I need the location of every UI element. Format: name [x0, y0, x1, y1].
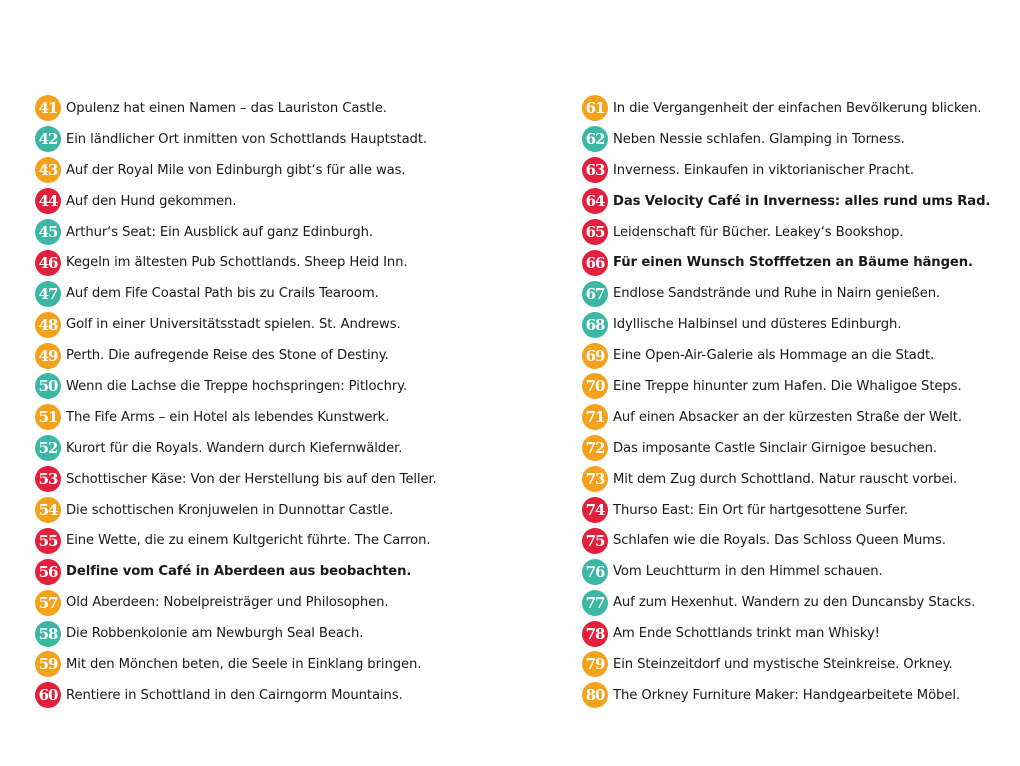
list-item	[582, 433, 1012, 464]
list-item	[582, 124, 1012, 155]
number-badge: 42	[35, 126, 61, 152]
list-item	[35, 340, 505, 371]
entry-title: Am Ende Schottlands trinkt man Whisky!	[613, 626, 880, 642]
list-item	[582, 309, 1012, 340]
list-item	[582, 587, 1012, 618]
number-badge: 54	[35, 497, 61, 523]
list-item	[582, 525, 1012, 556]
number-badge: 76	[582, 559, 608, 585]
entry-title: Opulenz hat einen Namen – das Lauriston Castle.	[66, 100, 387, 116]
list-item	[582, 556, 1012, 587]
number-badge: 71	[582, 404, 608, 430]
list-item	[35, 309, 505, 340]
entry-title: Mit den Mönchen beten, die Seele in Einklang bringen.	[66, 656, 422, 672]
entry-title: Eine Wette, die zu einem Kultgericht führte. The Carron.	[66, 533, 431, 549]
entry-title: Schottischer Käse: Von der Herstellung bis auf den Teller.	[66, 471, 437, 487]
number-badge: 63	[582, 157, 608, 183]
number-badge: 44	[35, 188, 61, 214]
entry-title: Wenn die Lachse die Treppe hochspringen: Pitlochry.	[66, 378, 408, 394]
number-badge: 69	[582, 343, 608, 369]
number-badge: 48	[35, 312, 61, 338]
number-badge: 70	[582, 373, 608, 399]
list-item	[582, 649, 1012, 680]
list-item	[582, 371, 1012, 402]
list-item	[35, 525, 505, 556]
list-item	[582, 402, 1012, 433]
number-badge: 53	[35, 466, 61, 492]
list-item	[582, 186, 1012, 217]
list-item	[35, 247, 505, 278]
number-badge: 51	[35, 404, 61, 430]
number-badge: 79	[582, 651, 608, 677]
number-badge: 57	[35, 590, 61, 616]
entry-title: Kurort für die Royals. Wandern durch Kiefernwälder.	[66, 440, 403, 456]
entry-title: The Orkney Furniture Maker: Handgearbeitete Möbel.	[613, 687, 960, 703]
number-badge: 52	[35, 435, 61, 461]
list-item	[35, 464, 505, 495]
number-badge: 66	[582, 250, 608, 276]
list-item	[582, 217, 1012, 248]
number-badge: 58	[35, 621, 61, 647]
list-item	[35, 155, 505, 186]
entry-title: Ein ländlicher Ort inmitten von Schottlands Hauptstadt.	[66, 131, 427, 147]
number-badge: 68	[582, 312, 608, 338]
number-badge: 65	[582, 219, 608, 245]
number-badge: 61	[582, 95, 608, 121]
list-item	[35, 93, 505, 124]
list-item	[582, 93, 1012, 124]
number-badge: 74	[582, 497, 608, 523]
entry-title: Inverness. Einkaufen in viktorianischer Pracht.	[613, 162, 914, 178]
entry-title: Auf einen Absacker an der kürzesten Straße der Welt.	[613, 409, 962, 425]
entry-title: The Fife Arms – ein Hotel als lebendes Kunstwerk.	[66, 409, 390, 425]
number-badge: 41	[35, 95, 61, 121]
right-column	[582, 93, 1012, 711]
entry-title: Idyllische Halbinsel und düsteres Edinburgh.	[613, 317, 902, 333]
entry-title: Perth. Die aufregende Reise des Stone of Destiny.	[66, 348, 389, 364]
entry-title: Mit dem Zug durch Schottland. Natur rauscht vorbei.	[613, 471, 958, 487]
number-badge: 56	[35, 559, 61, 585]
number-badge: 47	[35, 281, 61, 307]
list-item	[582, 247, 1012, 278]
list-item	[35, 556, 505, 587]
entry-title: Kegeln im ältesten Pub Schottlands. Sheep Heid Inn.	[66, 255, 408, 271]
number-badge: 59	[35, 651, 61, 677]
entry-title: Auf der Royal Mile von Edinburgh gibt‘s für alle was.	[66, 162, 406, 178]
list-item	[35, 186, 505, 217]
number-badge: 45	[35, 219, 61, 245]
list-item	[35, 618, 505, 649]
number-badge: 64	[582, 188, 608, 214]
entry-title: Auf zum Hexenhut. Wandern zu den Duncansby Stacks.	[613, 595, 976, 611]
list-item	[35, 587, 505, 618]
list-item	[35, 217, 505, 248]
list-item	[582, 495, 1012, 526]
number-badge: 77	[582, 590, 608, 616]
entry-title: Neben Nessie schlafen. Glamping in Torness.	[613, 131, 905, 147]
number-badge: 55	[35, 528, 61, 554]
number-badge: 75	[582, 528, 608, 554]
left-column	[35, 93, 505, 711]
number-badge: 73	[582, 466, 608, 492]
list-item	[35, 495, 505, 526]
list-item	[582, 155, 1012, 186]
list-item	[582, 618, 1012, 649]
list-item	[35, 433, 505, 464]
entry-title: Schlafen wie die Royals. Das Schloss Queen Mums.	[613, 533, 946, 549]
entry-title: Auf dem Fife Coastal Path bis zu Crails Tearoom.	[66, 286, 379, 302]
entry-title: Das Velocity Café in Inverness: alles rund ums Rad.	[613, 193, 991, 209]
list-item	[582, 278, 1012, 309]
number-badge: 60	[35, 682, 61, 708]
list-item	[582, 340, 1012, 371]
entry-title: Eine Treppe hinunter zum Hafen. Die Whaligoe Steps.	[613, 378, 962, 394]
number-badge: 62	[582, 126, 608, 152]
list-item	[35, 124, 505, 155]
number-badge: 50	[35, 373, 61, 399]
entry-title: Old Aberdeen: Nobelpreisträger und Philosophen.	[66, 595, 389, 611]
entry-title: Vom Leuchtturm in den Himmel schauen.	[613, 564, 883, 580]
list-item	[582, 680, 1012, 711]
entry-title: Leidenschaft für Bücher. Leakey‘s Bookshop.	[613, 224, 904, 240]
list-item	[582, 464, 1012, 495]
number-badge: 72	[582, 435, 608, 461]
number-badge: 67	[582, 281, 608, 307]
entry-title: Rentiere in Schottland in den Cairngorm Mountains.	[66, 687, 403, 703]
list-item	[35, 680, 505, 711]
entry-title: Ein Steinzeitdorf und mystische Steinkreise. Orkney.	[613, 656, 953, 672]
entry-title: In die Vergangenheit der einfachen Bevölkerung blicken.	[613, 100, 982, 116]
entry-title: Golf in einer Universitätsstadt spielen. St. Andrews.	[66, 317, 401, 333]
number-badge: 46	[35, 250, 61, 276]
number-badge: 80	[582, 682, 608, 708]
number-badge: 78	[582, 621, 608, 647]
entry-title: Arthur‘s Seat: Ein Ausblick auf ganz Edinburgh.	[66, 224, 374, 240]
list-item	[35, 402, 505, 433]
entry-title: Für einen Wunsch Stofffetzen an Bäume hängen.	[613, 255, 973, 271]
number-badge: 49	[35, 343, 61, 369]
entry-title: Delfine vom Café in Aberdeen aus beobachten.	[66, 564, 412, 580]
list-item	[35, 278, 505, 309]
entry-title: Die schottischen Kronjuwelen in Dunnottar Castle.	[66, 502, 394, 518]
list-item	[35, 649, 505, 680]
entry-title: Das imposante Castle Sinclair Girnigoe besuchen.	[613, 440, 938, 456]
entry-title: Endlose Sandstrände und Ruhe in Nairn genießen.	[613, 286, 941, 302]
entry-title: Thurso East: Ein Ort für hartgesottene Surfer.	[613, 502, 909, 518]
entry-title: Die Robbenkolonie am Newburgh Seal Beach.	[66, 626, 364, 642]
list-item	[35, 371, 505, 402]
number-badge: 43	[35, 157, 61, 183]
entry-title: Eine Open-Air-Galerie als Hommage an die Stadt.	[613, 348, 935, 364]
entry-title: Auf den Hund gekommen.	[66, 193, 237, 209]
